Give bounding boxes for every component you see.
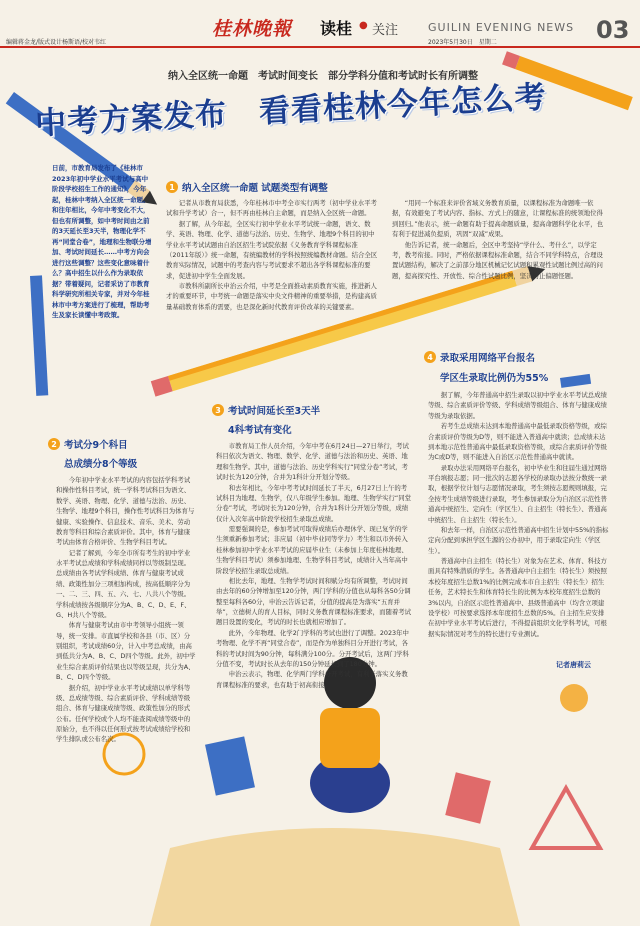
paragraph: “用同一个标准来评价省域义务教育质量，以课程标准为命题唯一依据，有效避免了考试内容、指标、方式上的随意，让课程标准的统领地位得到回归。”他表示，统一命题有助于提高命题质量，提高命题科学化水平，也有利于促进减负提质，巩固“双减”成果。 bbox=[392, 199, 603, 239]
editor-credits: 编辑蒋金龙/版式设计杨斯语/校对韦红 bbox=[6, 39, 107, 46]
book-red-icon bbox=[445, 772, 491, 823]
section-number-badge: 3 bbox=[212, 404, 224, 416]
paragraph: 此外，今年物理、化学2门学科的考试也进行了调整。2023年中考物理、化学不再“同堂合卷”，而是作为单独科目分开进行考试，各科的考试时间为90分钟，每科满分100分。分开考试后，这两门学科分值不变，考试时长从去年的150分钟延长到了180分钟。 bbox=[216, 628, 409, 668]
section-2-heading bbox=[48, 437, 128, 451]
paragraph: 和去年一样，自治区示范性普通高中招生计划中55%的指标定向分配到承担学区生源的公办初中，用于录取定向生（学区生）。 bbox=[428, 525, 609, 555]
paragraph: 记者了解到，今年全市所有考生的初中学业水平考试总成绩和学科成绩同样以等级制呈现。总成绩由各考试学科成绩、体育与健康考试成绩、政策性加分三项相加构成，按高低顺序分为一、二、三、四、五、六、七、八共八个等级。学科成绩按各级顺序分为A、B、C、D、E、F、G、H共八个等级。 bbox=[56, 548, 191, 619]
paragraph: 记者从市教育局获悉，今年桂林市中考全市实行两考（初中学业水平考试和升学考试）合一，但不再由桂林自主命题，而是纳入全区统一命题。 bbox=[166, 199, 377, 218]
reporter-byline: 记者唐莉云 bbox=[556, 661, 591, 669]
paper-name: 桂林晚報 bbox=[212, 18, 293, 40]
section-2-body bbox=[56, 475, 196, 743]
ground-shape bbox=[150, 828, 520, 926]
section-3-body bbox=[216, 441, 412, 689]
section-4-body bbox=[428, 390, 610, 648]
issue-date: 2023年5月30日 星期二 bbox=[428, 39, 497, 46]
section-name: 读桂 bbox=[320, 19, 353, 38]
paragraph: 他告诉记者，统一命题后，全区中考坚持“学什么、考什么”，以学定考，教考衔接。同时，严格依据课程标准命题，结合不同学科特点，合理设置试题结构，解决了之前部分地区机械记忆试题积累观性试题比例过高的问题，提高探究性、开放性、综合性试题比例，坚决防止偏题怪题。 bbox=[392, 240, 603, 280]
section-sub: 关注 bbox=[372, 23, 399, 38]
paragraph: 和去年相比，今年中考考试时间延长了半天，6月27日上午的考试科目为地理、生物学，仅八年级学生参加。地理、生物学实行“同堂分卷”考试，考试时长为120分钟，合并为1科计分开划分等级，成绩仅计入次年高中阶段学校招生录取总成绩。 bbox=[216, 483, 412, 523]
book-icon bbox=[205, 736, 255, 795]
paragraph: 体育与健康考试由市中考领导小组统一领导，统一安排。市直属学校和各县（市、区）分别组织，考试成绩60分，计入中考总成绩，由高到低共分为A、B、C、D四个等级。此外，初中学业生综合素质评价结果也以等级呈现，共分为A、B、C、D四个等级。 bbox=[56, 621, 196, 682]
article-subtitle: 纳入全区统一命题 考试时间变长 部分学科分值和考试时长有所调整 bbox=[168, 71, 478, 82]
paper-english-name: GUILIN EVENING NEWS bbox=[428, 21, 575, 34]
section-1-heading bbox=[166, 180, 328, 194]
section-number-badge: 2 bbox=[48, 438, 60, 450]
paragraph: 录取办法采用网络平台报名，初中毕业生和往届生通过网络平台填报志愿；同一批次的志愿各学校的录取办法按分数统一录取，根据学位计划与志愿情况录取，考生须按志愿规则填报，完全按考生成绩等级进行录取，考生参加录取分为自治区示范性普通高中统招生、定向生（学区生）、自主招生（特长生）、普通高中统招生、自主招生（特长生）。 bbox=[428, 463, 607, 524]
section-4-heading bbox=[424, 350, 535, 364]
paragraph: 据介绍，初中学业水平考试成绩以单学科等级、总成绩等级、综合素质评价、学科成绩等级组合、体育与健康成绩等级、政策性加分的形式公布。任何学校或个人均不能查阅成绩等级中的原始分，也不得以任何形式按考试成绩给学校和学生排队或公布名次。 bbox=[56, 683, 191, 744]
paragraph: 市教育局工作人员介绍，今年中考在6月24日—27日举行，考试科目依次为语文、物理、数学、化学、道德与法治和历史、英语、地理和生物学。其中，道德与法治、历史学科实行“同堂分卷”考试，考试时长为120分钟，合并为1科计分开划分等级。 bbox=[216, 442, 409, 482]
paragraph: 相比去年，地理、生物学考试时间和赋分均有所调整，考试时间由去年的60分钟增加至120分钟，两门学科的分值也从每科各50分调整至每科各60分，申治云告诉记者，分值的提高是为落实“五育并举”，立德树人的育人目标，同时义务教育课程标准要求，而随着考试题目设置的变化，考试的时长也就相应增加了。 bbox=[216, 576, 412, 627]
paragraph: 普通高中自主招生（特长生）对象为在艺术、体育、科技方面具有特殊潜质的学生。各普通高中自主招生（特长生）须按照本校年度招生总数1%的比例完成本市自主招生（特长生）招生任务，艺术特长生和体育特长生的比例为本校年度招生总数的3%以内，自治区示范性普通高中、县级普通高中（均含立项建设学校）可按要求选择本年度招生总数的5%。自主招生应安排在初中学业水平考试后进行，不得提前组织文化学科考试，可根据实际情况对考生的特长进行专业测试。 bbox=[428, 557, 607, 638]
paragraph: 需要强调的是，参加考试可取得成绩后办理休学、现已复学的学生须重新参加考试；非应届（初中毕业同等学力）考生和以市外转入桂林参加初中学业水平考试的应届毕业生（未参加上年度桂林地理、生物学科目考试）须参加地理、生物学科目考试，成绩计入当年高中阶段学校招生录取总成绩。 bbox=[216, 525, 408, 575]
right-blue-pencil-icon bbox=[560, 374, 591, 388]
paragraph: 若考生总成绩未达到本地普通高中最低录取资格等级，或综合素质评价等级为D等，则不能进入普通高中就读；总成绩未达到本地示范性普通高中最低录取资格等级，或综合素质评价等级为C或D等，则不能进入自治区示范性普通高中就读。 bbox=[428, 422, 607, 462]
paragraph: 据了解，从今年起，全区实行初中学业水平考试统一命题，语文、数学、英语、物理、化学、道德与法治、历史、生物学、地理9个科目的初中学业水平考试试题由自治区招生考试院依据《义务教育学科课程标准（2011年版）》统一命题，有统编教材的学科按照统编教材命题。结合全区教育实际情况，试题中的考查内容与考试要求不超出各学科课程标准的要求，促进初中学生全面发展。 bbox=[166, 219, 378, 280]
section-title: 录取采用网络平台报名 bbox=[440, 353, 536, 364]
section-number-badge: 1 bbox=[166, 181, 178, 193]
page-number: 03 bbox=[596, 16, 630, 44]
section-subtitle: 总成绩分8个等级 bbox=[64, 459, 138, 470]
section-title: 纳入全区统一命题 试题类型有调整 bbox=[182, 183, 328, 194]
section-subtitle: 4科考试有变化 bbox=[228, 425, 292, 436]
dot-deco-icon bbox=[560, 684, 588, 712]
section-3-heading bbox=[212, 403, 320, 417]
section-number-badge: 4 bbox=[424, 351, 436, 363]
section-1-col-a bbox=[166, 198, 378, 346]
section-1-col-b bbox=[392, 198, 604, 308]
triangle-ruler-icon bbox=[532, 788, 600, 848]
section-subtitle: 学区生录取比例仍为55% bbox=[440, 373, 549, 384]
section-title: 考试时间延长至3天半 bbox=[228, 406, 321, 417]
section-title: 考试分9个科目 bbox=[64, 440, 128, 451]
article-headline: 中考方案发布 看看桂林今年怎么考 bbox=[34, 79, 548, 142]
paragraph: 市教科所副所长申治云介绍，中考是全面推动素质教育实施，推进新人才的重要环节，中考统一命题是落实中央文件精神的重要举措，是构建高质量基础教育体系的需要，也是深化新时代教育评价改革的关键要素。 bbox=[166, 282, 377, 311]
blue-side-pencil-icon bbox=[30, 275, 48, 395]
paragraph: 申治云表示，物理、化学两门学科分开考试，有利于落实义务教育课程标准的要求，也有助于初高衔接。 bbox=[216, 670, 408, 689]
paragraph: 据了解，今年普通高中招生录取以初中学业水平考试总成绩等级、综合素质评价等级、学科成绩等级组合、体育与健康成绩等级为录取依据。 bbox=[428, 391, 607, 420]
dot-separator-icon: ● bbox=[359, 20, 368, 31]
paragraph: 今年初中学业水平考试的内容包括学科考试和操作性科目考试，统一学科考试科目为语文、数学、英语、物理、化学、道德与法治、历史、生物学、地理9个科目，操作性考试科目为体育与健康、实验操作、信息技术、音乐、美术、劳动教育等科目和综合素质评价。其中，体育与健康考试由体育合格评价、生物学科目考试。 bbox=[56, 476, 195, 547]
student-shirt bbox=[320, 708, 380, 768]
lead-paragraph: 日前，市教育局发布了《桂林市2023年初中学业水平考试与高中阶段学校招生工作的通知》，今年起，桂林中考纳入全区统一命题。和往年相比，今年中考变化不大，但也有所调整，如中考时间由之前的3天延长至3天半，物理化学不再“同堂合卷”，地理和生物联分增加、考试时间延长……中考方向会进行这些调整？这些变化意味着什么？高中招生以什么作为录取依据？带着疑问，记者采访了市教育科学研究所相关专家，并对今年桂林市中考方案进行了梳理，帮助考生及家长读懂中考政策。 bbox=[52, 164, 152, 320]
